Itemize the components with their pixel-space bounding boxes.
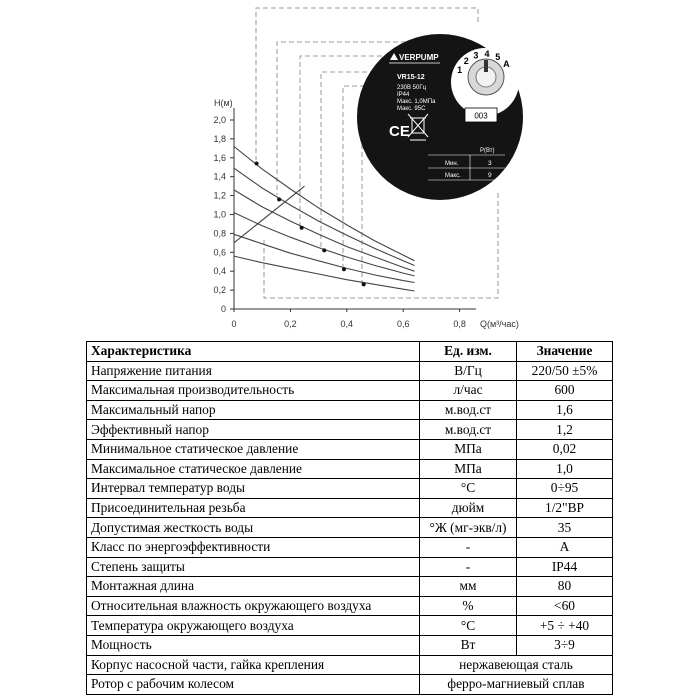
y-tick-label: 0,6 bbox=[213, 247, 226, 258]
table-row bbox=[87, 439, 613, 459]
speed-dial-pointer bbox=[484, 60, 488, 72]
table-row bbox=[87, 616, 613, 636]
spec-name: Ротор с рабочим колесом bbox=[87, 675, 420, 695]
spec-unit: мм bbox=[420, 577, 517, 597]
y-tick-labels bbox=[213, 115, 234, 314]
spec-name: Относительная влажность окружающего воздуха bbox=[87, 596, 420, 616]
spec-value: +5 ÷ +40 bbox=[517, 616, 613, 636]
spec-material: нержавеющая сталь bbox=[420, 655, 613, 675]
table-row bbox=[87, 400, 613, 420]
operating-points bbox=[255, 161, 366, 286]
spec-value: 600 bbox=[517, 381, 613, 401]
spec-value: 1,6 bbox=[517, 400, 613, 420]
power-max-label: Макс. bbox=[445, 173, 461, 179]
spec-unit: дюйм bbox=[420, 498, 517, 518]
y-tick-label: 0 bbox=[220, 304, 226, 314]
power-min-label: Мин. bbox=[445, 161, 459, 167]
spec-unit: - bbox=[420, 537, 517, 557]
pump-head bbox=[357, 34, 523, 200]
spec-unit: л/час bbox=[420, 381, 517, 401]
spec-table-body bbox=[87, 361, 613, 694]
spec-name: Максимальное статическое давление bbox=[87, 459, 420, 479]
spec-unit: МПа bbox=[420, 439, 517, 459]
table-row bbox=[87, 675, 613, 695]
x-axis-label: Q(м³/час) bbox=[480, 319, 519, 329]
table-row bbox=[87, 498, 613, 518]
spec-name: Напряжение питания bbox=[87, 361, 420, 381]
header-value: Значение bbox=[517, 342, 613, 362]
dial-label-5: 5 bbox=[495, 52, 501, 63]
operating-point-5 bbox=[342, 267, 346, 271]
y-tick-label: 0,4 bbox=[213, 266, 226, 277]
operating-point-3 bbox=[300, 226, 304, 230]
spec-value: 1,2 bbox=[517, 420, 613, 440]
model-label: VR15-12 bbox=[397, 74, 425, 81]
spec-unit: - bbox=[420, 557, 517, 577]
max-pressure-label: Макс. 1,0МПа bbox=[397, 99, 436, 105]
operating-point-4 bbox=[322, 248, 326, 252]
y-tick-label: 0,2 bbox=[213, 285, 226, 296]
brand-label: VERPUMP bbox=[399, 53, 439, 62]
header-characteristic: Характеристика bbox=[87, 342, 420, 362]
spec-value: 0÷95 bbox=[517, 479, 613, 499]
spec-name: Степень защиты bbox=[87, 557, 420, 577]
code-label: 003 bbox=[474, 111, 488, 121]
x-tick-labels bbox=[231, 309, 465, 329]
spec-unit: м.вод.ст bbox=[420, 420, 517, 440]
spec-unit: м.вод.ст bbox=[420, 400, 517, 420]
dial-label-1: 1 bbox=[457, 65, 463, 76]
ce-mark: CE bbox=[389, 123, 410, 140]
spec-unit: Вт bbox=[420, 635, 517, 655]
y-axis-label: H(м) bbox=[214, 98, 233, 108]
spec-value: 35 bbox=[517, 518, 613, 538]
table-row bbox=[87, 381, 613, 401]
spec-name: Допустимая жесткость воды bbox=[87, 518, 420, 538]
voltage-label: 230В 50Гц bbox=[397, 85, 427, 91]
table-row bbox=[87, 518, 613, 538]
power-header: P(Вт) bbox=[480, 148, 495, 154]
pump-figure bbox=[0, 0, 700, 340]
dial-label-A: A bbox=[503, 59, 510, 69]
pump-curve-3 bbox=[234, 190, 415, 271]
y-tick-label: 1,8 bbox=[213, 133, 226, 144]
y-tick-label: 2,0 bbox=[213, 115, 226, 125]
y-tick-label: 1,0 bbox=[213, 209, 226, 220]
operating-point-6 bbox=[362, 282, 366, 286]
y-tick-label: 1,6 bbox=[213, 152, 226, 163]
spec-unit: % bbox=[420, 596, 517, 616]
spec-table bbox=[86, 341, 613, 695]
x-tick-label: 0,2 bbox=[284, 319, 297, 329]
spec-name: Класс по энергоэффективности bbox=[87, 537, 420, 557]
spec-value: 1,0 bbox=[517, 459, 613, 479]
dial-label-2: 2 bbox=[463, 56, 469, 67]
table-row bbox=[87, 635, 613, 655]
spec-material: ферро-магниевый сплав bbox=[420, 675, 613, 695]
table-row bbox=[87, 537, 613, 557]
spec-name: Присоединительная резьба bbox=[87, 498, 420, 518]
table-row bbox=[87, 459, 613, 479]
ip-label: IP44 bbox=[397, 92, 410, 98]
spec-value: 3÷9 bbox=[517, 635, 613, 655]
table-row bbox=[87, 655, 613, 675]
header-unit: Ед. изм. bbox=[420, 342, 517, 362]
x-tick-label: 0,6 bbox=[396, 319, 410, 329]
table-row bbox=[87, 557, 613, 577]
spec-value: <60 bbox=[517, 596, 613, 616]
spec-value: 0,02 bbox=[517, 439, 613, 459]
spec-name: Максимальный напор bbox=[87, 400, 420, 420]
spec-name: Монтажная длина bbox=[87, 577, 420, 597]
spec-value: 80 bbox=[517, 577, 613, 597]
spec-name: Мощность bbox=[87, 635, 420, 655]
operating-point-2 bbox=[277, 197, 281, 201]
x-tick-label: 0,4 bbox=[340, 319, 354, 329]
spec-unit: МПа bbox=[420, 459, 517, 479]
operating-point-1 bbox=[255, 161, 259, 165]
spec-value: IP44 bbox=[517, 557, 613, 577]
y-tick-label: 1,2 bbox=[213, 190, 226, 201]
table-row bbox=[87, 479, 613, 499]
x-tick-label: 0 bbox=[231, 319, 237, 329]
spec-value: A bbox=[517, 537, 613, 557]
spec-unit: °С bbox=[420, 616, 517, 636]
spec-unit: В/Гц bbox=[420, 361, 517, 381]
table-row bbox=[87, 577, 613, 597]
dial-label-4: 4 bbox=[484, 49, 490, 60]
spec-unit: °Ж (мг-экв/л) bbox=[420, 518, 517, 538]
table-header-row bbox=[87, 342, 613, 362]
pump-curve-4 bbox=[234, 213, 415, 276]
dial-label-3: 3 bbox=[473, 50, 479, 61]
power-min-value: 3 bbox=[488, 160, 492, 167]
y-tick-label: 0,8 bbox=[213, 228, 226, 239]
table-row bbox=[87, 420, 613, 440]
spec-value: 1/2"ВР bbox=[517, 498, 613, 518]
spec-unit: °С bbox=[420, 479, 517, 499]
table-row bbox=[87, 361, 613, 381]
x-tick-label: 0,8 bbox=[453, 319, 466, 329]
max-temp-label: Макс. 95С bbox=[397, 106, 426, 112]
spec-name: Минимальное статическое давление bbox=[87, 439, 420, 459]
spec-name: Максимальная производительность bbox=[87, 381, 420, 401]
power-max-value: 9 bbox=[488, 172, 492, 179]
y-tick-label: 1,4 bbox=[213, 171, 226, 182]
spec-value: 220/50 ±5% bbox=[517, 361, 613, 381]
table-row bbox=[87, 596, 613, 616]
spec-name: Температура окружающего воздуха bbox=[87, 616, 420, 636]
spec-name: Эффективный напор bbox=[87, 420, 420, 440]
spec-name: Корпус насосной части, гайка крепления bbox=[87, 655, 420, 675]
spec-name: Интервал температур воды bbox=[87, 479, 420, 499]
system-curve bbox=[234, 186, 305, 243]
